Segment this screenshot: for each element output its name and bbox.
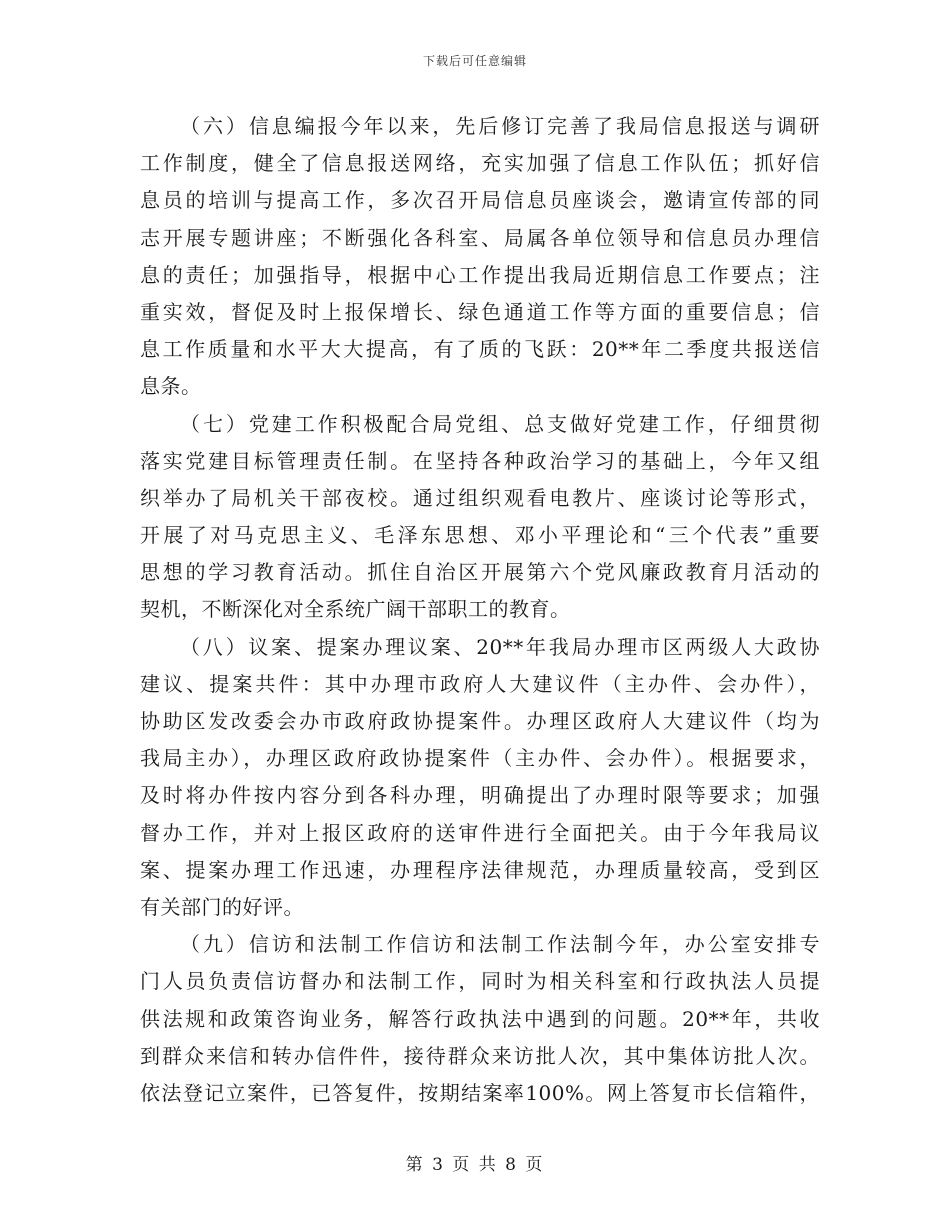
- text-line: 督办工作，并对上报区政府的送审件进行全面把关。由于今年我局议: [140, 820, 820, 845]
- text-line: 重实效，督促及时上报保增长、绿色通道工作等方面的重要信息；信: [140, 299, 820, 324]
- text-line: 到群众来信和转办信件件，接待群众来访批人次，其中集体访批人次。: [140, 1043, 820, 1068]
- text-line: 门人员负责信访督办和法制工作，同时为相关科室和行政执法人员提: [140, 969, 820, 994]
- text-line: 契机，不断深化对全系统广阔干部职工的教育。: [140, 597, 571, 622]
- page-header: 下载后可任意编辑: [422, 54, 527, 68]
- page-number-footer: 第 3 页 共 8 页: [405, 1155, 545, 1175]
- text-line: 息工作质量和水平大大提高，有了质的飞跃：20**年二季度共报送信: [140, 337, 820, 362]
- text-line: （九）信访和法制工作信访和法制工作法制今年，办公室安排专: [180, 932, 820, 957]
- paragraph-7: [140, 406, 820, 629]
- text-line: （七）党建工作积极配合局党组、总支做好党建工作，仔细贯彻: [180, 411, 820, 436]
- paragraph-6: [140, 108, 820, 406]
- text-line: 及时将办件按内容分到各科办理，明确提出了办理时限等要求；加强: [140, 783, 820, 808]
- text-line: 有关部门的好评。: [140, 894, 304, 919]
- text-line: 我局主办），办理区政府政协提案件（主办件、会办件）。根据要求，: [140, 746, 820, 771]
- text-line: 开展了对马克思主义、毛泽东思想、邓小平理论和“三个代表”重要: [140, 523, 820, 548]
- text-line: 建议、提案共件：其中办理市政府人大建议件（主办件、会办件），: [140, 671, 820, 696]
- text-line: 工作制度，健全了信息报送网络，充实加强了信息工作队伍；抓好信: [140, 151, 820, 176]
- text-line: 依法登记立案件，已答复件，按期结案率100%。网上答复市长信箱件，: [140, 1080, 820, 1105]
- text-line: 织举办了局机关干部夜校。通过组织观看电教片、座谈讨论等形式，: [140, 485, 820, 510]
- text-line: 息员的培训与提高工作，多次召开局信息员座谈会，邀请宣传部的同: [140, 188, 820, 213]
- document-body: [140, 108, 820, 1112]
- text-line: 息条。: [140, 374, 202, 399]
- text-line: 思想的学习教育活动。抓住自治区开展第六个党风廉政教育月活动的: [140, 560, 820, 585]
- paragraph-9: [140, 926, 820, 1112]
- text-line: 案、提案办理工作迅速，办理程序法律规范，办理质量较高，受到区: [140, 857, 820, 882]
- text-line: （八）议案、提案办理议案、20**年我局办理市区两级人大政协: [180, 634, 820, 659]
- text-line: 协助区发改委会办市政府政协提案件。办理区政府人大建议件（均为: [140, 709, 820, 733]
- text-line: 息的责任；加强指导，根据中心工作提出我局近期信息工作要点；注: [140, 262, 820, 287]
- text-line: 供法规和政策咨询业务，解答行政执法中遇到的问题。20**年，共收: [140, 1006, 820, 1031]
- paragraph-8: [140, 629, 820, 927]
- text-line: 志开展专题讲座；不断强化各科室、局属各单位领导和信息员办理信: [140, 225, 820, 250]
- text-line: （六）信息编报今年以来，先后修订完善了我局信息报送与调研: [180, 114, 820, 138]
- text-line: 落实党建目标管理责任制。在坚持各种政治学习的基础上，今年又组: [140, 448, 820, 473]
